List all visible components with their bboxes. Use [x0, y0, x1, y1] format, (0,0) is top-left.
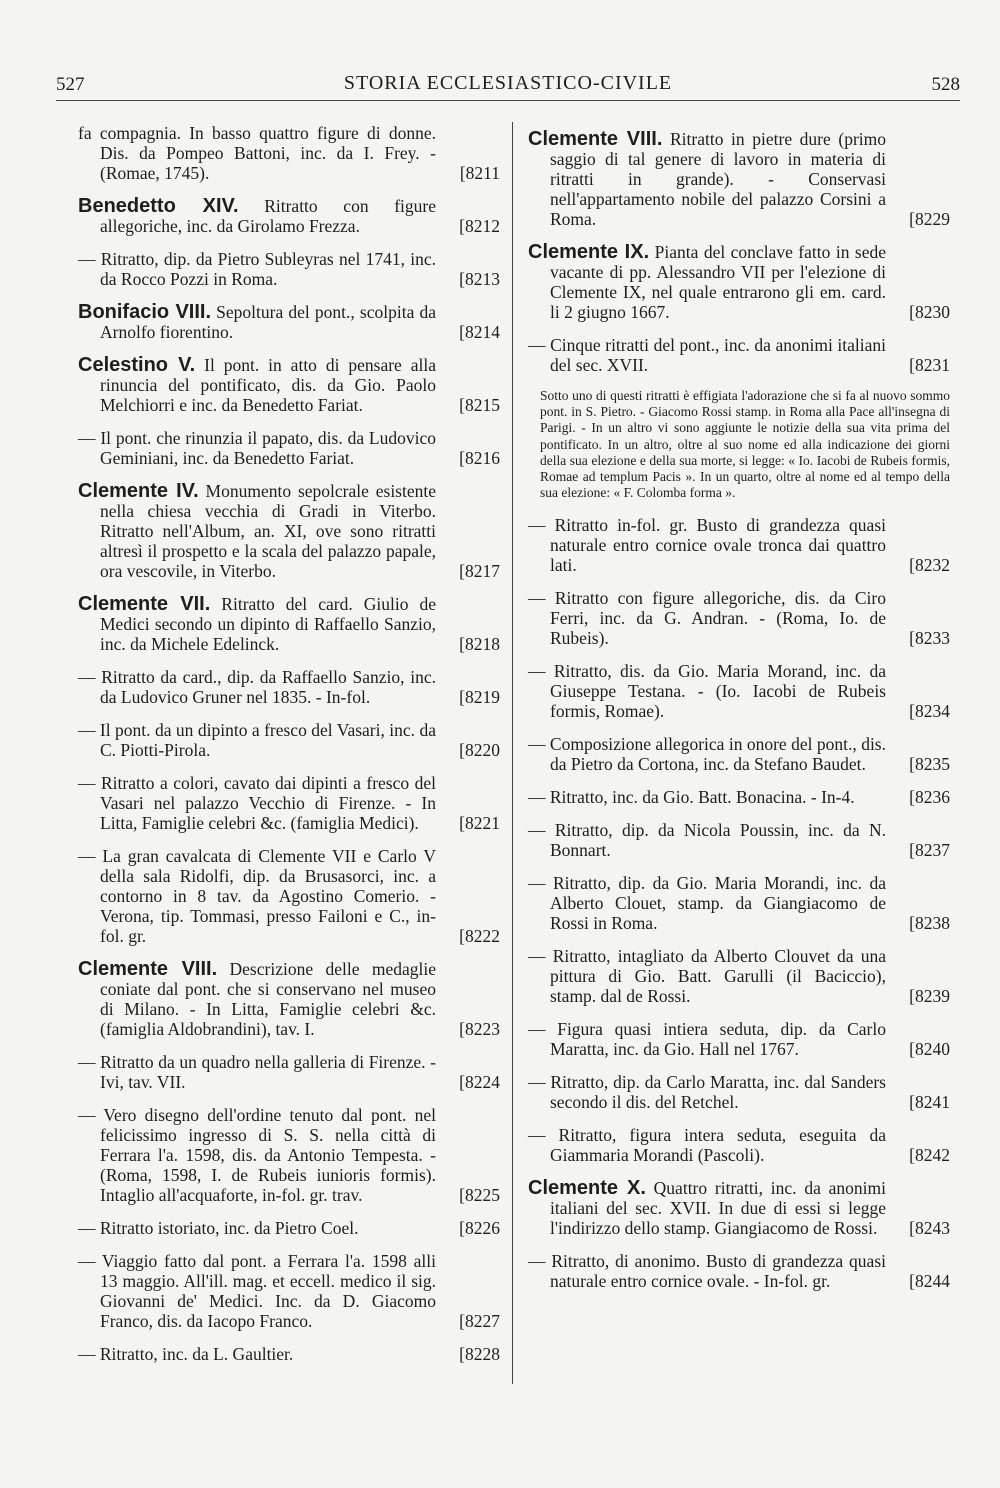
catalog-entry [78, 1218, 500, 1238]
left-column [78, 123, 500, 1377]
catalog-entry [528, 734, 950, 774]
entry-number: [8214 [459, 322, 500, 342]
catalog-entry [78, 846, 500, 946]
entry-subject-name: Clemente VIII. [78, 958, 218, 980]
entry-description: — Viaggio fatto dal pont. a Ferrara l'a. 1598 alli 13 maggio. All'ill. mag. et eccell. medico il sig. Giovanni de' Medici. Inc. da D. Giacomo Franco, dis. da Iacopo Franco. [78, 1251, 436, 1331]
entry-number: [8215 [459, 395, 500, 415]
catalog-entry [528, 820, 950, 860]
entry-description: Il pont. in atto di pensare alla rinuncia del pontificato, dis. da Gio. Paolo Melchiorri e inc. da Benedetto Fariat. [100, 355, 437, 415]
entry-number: [8219 [459, 687, 500, 707]
entry-number: [8224 [459, 1072, 500, 1092]
entry-description: — Ritratto, dip. da Nicola Poussin, inc. da N. Bonnart. [528, 820, 886, 861]
entry-description: Pianta del conclave fatto in sede vacante di pp. Alessandro VII per l'elezione di Clemente IX, nel quale entrarono gli em. card. li 2 giugno 1667. [550, 242, 886, 322]
entry-description: — Cinque ritratti del pont., inc. da anonimi italiani del sec. XVII. [528, 335, 886, 375]
catalog-entry [528, 588, 950, 648]
catalog-entry [78, 1105, 500, 1205]
entry-description: — Ritratto, dip. da Pietro Subleyras nel 1741, inc. da Rocco Pozzi in Roma. [78, 249, 436, 289]
entry-number: [8211 [459, 163, 500, 183]
entry-description: — Ritratto, intagliato da Alberto Clouvet da una pittura di Gio. Batt. Garulli (il Baciccio), stamp. dal de Rossi. [528, 946, 886, 1007]
catalog-note: Sotto uno di questi ritratti è effigiata l'adorazione che si fa al nuovo sommo pont. in S. Pietro. - Giacomo Rossi stamp. in Roma alla Pace all'insegna di Parigi. - In un altro vi sono aggiunte le notizie della sua vita prima del pontificato. In un altro, oltre al suo nome ed alla indicazione dei giorni della sua elezione e della sua morte, si legge: « Io. Iacobi de Rubeis formis, Romae ad templum Pacis ». In un quarto, oltre al nome ed al tempo della sua elezione: « F. Colomba forma ». [540, 388, 950, 501]
entry-number: [8243 [909, 1218, 950, 1239]
catalog-entry [528, 515, 950, 575]
entry-subject-name: Celestino V. [78, 354, 196, 376]
entry-description: Descrizione delle medaglie coniate dal pont. che si conservano nel museo di Milano. - In Litta, Famiglie celebri &c. (famiglia Aldobrandini), tav. I. [100, 959, 436, 1039]
entry-subject-name: Clemente IX. [528, 241, 650, 263]
entry-description: — Il pont. che rinunzia il papato, dis. da Ludovico Geminiani, inc. da Benedetto Fariat. [78, 428, 436, 468]
entry-number: [8217 [459, 561, 500, 581]
entry-number: [8223 [459, 1019, 500, 1039]
entry-description: Ritratto con figure allegoriche, inc. da Girolamo Frezza. [100, 196, 436, 236]
entry-number: [8212 [459, 216, 500, 236]
catalog-entry [528, 787, 950, 807]
entry-number: [8229 [909, 209, 950, 229]
entry-number: [8216 [459, 448, 500, 468]
entry-number: [8225 [459, 1185, 500, 1205]
catalog-entry [78, 720, 500, 760]
entry-description: — Ritratto, dip. da Gio. Maria Morandi, inc. da Alberto Clouet, stamp. da Giangiacomo de Rossi in Roma. [528, 873, 886, 934]
entry-description: — Ritratto, dis. da Gio. Maria Morand, inc. da Giuseppe Testana. - (Io. Iacobi de Rubeis formis, Romae). [528, 661, 886, 722]
catalog-entry [528, 873, 950, 933]
catalog-entry [78, 594, 500, 654]
entry-number: [8233 [909, 628, 950, 649]
entry-subject-name: Bonifacio VIII. [78, 301, 212, 323]
right-column [528, 123, 950, 1304]
catalog-entry [528, 1178, 950, 1238]
entry-subject-name: Clemente VII. [78, 593, 211, 615]
entry-description: — Ritratto istoriato, inc. da Pietro Coel. [78, 1218, 359, 1238]
entry-number: [8238 [909, 913, 950, 934]
entry-description: Ritratto in pietre dure (primo saggio di tal genere di lavoro in materia di ritratti in grande). - Conservasi nell'appartamento nobile del palazzo Corsini a Roma. [550, 129, 887, 229]
catalog-entry [528, 242, 950, 322]
entry-number: [8218 [459, 634, 500, 654]
entry-subject-name: Benedetto XIV. [78, 195, 239, 217]
entry-description: Quattro ritratti, inc. da anonimi italiani del sec. XVII. In due di essi si legge l'indirizzo dello stamp. Giangiacomo de Rossi. [550, 1178, 886, 1239]
entry-description: — Vero disegno dell'ordine tenuto dal pont. nel felicissimo ingresso di S. S. nella città di Ferrara l'a. 1598, dis. da Antonio Tempesta. - (Roma, 1598, I. de Rubeis iunioris formis). Intaglio all'acquaforte, in-fol. gr. trav. [78, 1105, 436, 1205]
entry-number: [8235 [909, 754, 950, 775]
entry-description: — La gran cavalcata di Clemente VII e Carlo V della sala Ridolfi, dip. da Brusasorci, inc. a contorno in 8 tav. da Agostino Comerio. - Verona, tip. Tommasi, presso Failoni e C., in-fol. gr. [78, 846, 436, 946]
entry-number: [8237 [909, 840, 950, 861]
page-number-right: 528 [931, 74, 960, 95]
entry-subject-name: Clemente X. [528, 1177, 646, 1200]
entry-description: — Ritratto da un quadro nella galleria di Firenze. - Ivi, tav. VII. [78, 1052, 436, 1092]
running-title: STORIA ECCLESIASTICO-CIVILE [343, 72, 673, 94]
entry-description: Sepoltura del pont., scolpita da Arnolfo fiorentino. [100, 302, 437, 342]
entry-description: — Ritratto, inc. da Gio. Batt. Bonacina. - In-4. [528, 787, 855, 808]
entry-number: [8227 [459, 1311, 500, 1331]
running-header [56, 72, 960, 102]
catalog-entry [78, 1052, 500, 1092]
catalog-entry [78, 1251, 500, 1331]
entry-description: Ritratto del card. Giulio de Medici secondo un dipinto di Raffaello Sanzio, inc. da Michele Edelinck. [100, 594, 436, 654]
entry-description: — Ritratto, inc. da L. Gaultier. [78, 1344, 294, 1364]
entry-number: [8222 [459, 926, 500, 946]
catalog-entry [78, 1344, 500, 1364]
entry-subject-name: Clemente IV. [78, 480, 199, 502]
entry-description: — Ritratto in-fol. gr. Busto di grandezza quasi naturale entro cornice ovale tronca dai quattro lati. [528, 515, 886, 576]
entry-description: — Il pont. da un dipinto a fresco del Vasari, inc. da C. Piotti-Pirola. [78, 720, 436, 760]
entry-number: [8213 [459, 269, 500, 289]
entry-description: — Composizione allegorica in onore del pont., dis. da Pietro da Cortona, inc. da Stefano Baudet. [528, 734, 886, 775]
page-number-left: 527 [56, 74, 85, 95]
entry-number: [8228 [459, 1344, 500, 1364]
entry-number: [8234 [909, 701, 950, 722]
entry-description: — Ritratto, di anonimo. Busto di grandezza quasi naturale entro cornice ovale. - In-fol. gr. [528, 1251, 886, 1292]
entry-description: — Ritratto a colori, cavato dai dipinti a fresco del Vasari nel palazzo Vecchio di Firenze. - In Litta, Famiglie celebri &c. (famiglia Medici). [78, 773, 436, 833]
entry-number: [8230 [909, 302, 950, 322]
catalog-entry [78, 481, 500, 581]
entry-description: — Ritratto da card., dip. da Raffaello Sanzio, inc. da Ludovico Gruner nel 1835. - In-fol. [78, 667, 436, 707]
column-divider [512, 122, 513, 1384]
catalog-entry [528, 335, 950, 375]
catalog-entry [78, 428, 500, 468]
catalog-entry [528, 946, 950, 1006]
entry-number: [8226 [459, 1218, 500, 1238]
catalog-entry [78, 355, 500, 415]
entry-number: [8241 [909, 1092, 950, 1113]
catalog-entry [528, 661, 950, 721]
catalog-entry [528, 1125, 950, 1165]
catalog-entry [528, 129, 950, 229]
entry-number: [8239 [909, 986, 950, 1007]
entry-number: [8244 [909, 1271, 950, 1292]
entry-subject-name: Clemente VIII. [528, 128, 663, 150]
catalog-entry [528, 1251, 950, 1291]
catalog-entry [78, 959, 500, 1039]
catalog-entry [528, 1072, 950, 1112]
entry-description: — Ritratto, figura intera seduta, eseguita da Giammaria Morandi (Pascoli). [528, 1125, 886, 1166]
entry-description: — Ritratto, dip. da Carlo Maratta, inc. dal Sanders secondo il dis. del Retchel. [528, 1072, 886, 1113]
catalog-entry [78, 123, 500, 183]
entry-number: [8221 [459, 813, 500, 833]
catalog-entry [78, 302, 500, 342]
catalog-entry [78, 196, 500, 236]
entry-description: Monumento sepolcrale esistente nella chiesa vecchia di Gradi in Viterbo. Ritratto nell'Album, an. XI, ove sono ritratti altresì il prospetto e la scala del palazzo papale, ora vescovile, in Viterbo. [100, 481, 436, 581]
catalog-entry [78, 773, 500, 833]
entry-description: — Figura quasi intiera seduta, dip. da Carlo Maratta, inc. da Gio. Hall nel 1767. [528, 1019, 886, 1060]
entry-description: fa compagnia. In basso quattro figure di donne. Dis. da Pompeo Battoni, inc. da I. Frey. - (Romae, 1745). [78, 123, 436, 183]
entry-number: [8242 [909, 1145, 950, 1166]
entry-number: [8231 [909, 355, 950, 375]
entry-number: [8220 [459, 740, 500, 760]
entry-number: [8240 [909, 1039, 950, 1060]
catalog-entry [528, 1019, 950, 1059]
catalog-entry [78, 667, 500, 707]
entry-number: [8232 [909, 555, 950, 576]
entry-description: — Ritratto con figure allegoriche, dis. da Ciro Ferri, inc. da G. Andran. - (Roma, Io. de Rubeis). [528, 588, 886, 649]
entry-number: [8236 [909, 787, 950, 808]
catalog-entry [78, 249, 500, 289]
header-rule [56, 100, 960, 101]
